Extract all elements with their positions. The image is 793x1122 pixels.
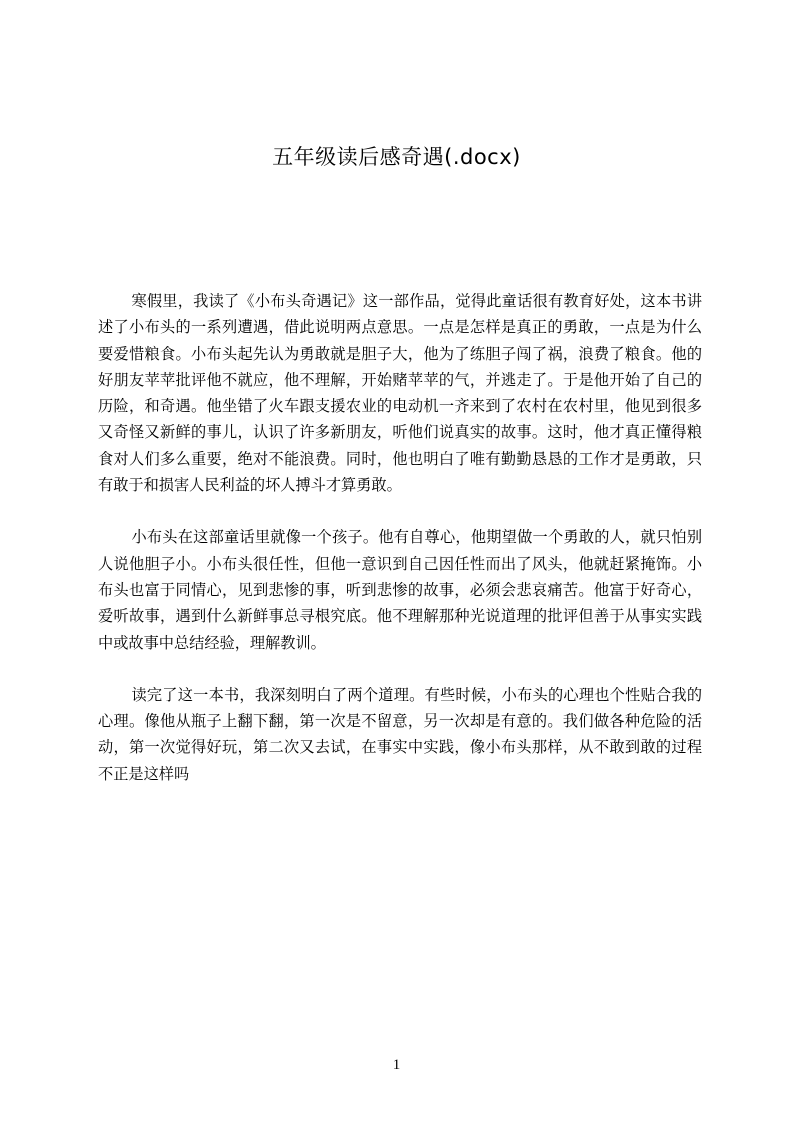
document-body xyxy=(98,288,702,813)
paragraph-1: 寒假里，我读了《小布头奇遇记》这一部作品，觉得此童话很有教育好处，这本书讲述了小布头的一系列遭遇，借此说明两点意思。一点是怎样是真正的勇敢，一点是为什么要爱惜粮食。小布头起先认为勇敢就是胆子大，他为了练胆子闯了祸，浪费了粮食。他的好朋友苹苹批评他不就应，他不理解，开始赌苹苹的气，并逃走了。于是他开始了自己的历险，和奇遇。他坐错了火车跟支援农业的电动机一齐来到了农村在农村里，他见到很多又奇怪又新鲜的事儿，认识了许多新朋友，听他们说真实的故事。这时，他才真正懂得粮食对人们多么重要，绝对不能浪费。同时，他也明白了唯有勤勤恳恳的工作才是勇敢，只有敢于和损害人民利益的坏人搏斗才算勇敢。 xyxy=(98,292,702,495)
document-title: 五年级读后感奇遇(.docx) xyxy=(272,145,521,169)
paragraph-3: 读完了这一本书，我深刻明白了两个道理。有些时候，小布头的心理也个性贴合我的心理。像他从瓶子上翻下翻，第一次是不留意，另一次却是有意的。我们做各种危险的活动，第一次觉得好玩，第二次又去试，在事实中实践，像小布头那样，从不敢到敢的过程不正是这样吗 xyxy=(98,685,702,783)
paragraph-2: 小布头在这部童话里就像一个孩子。他有自尊心，他期望做一个勇敢的人，就只怕别人说他胆子小。小布头很任性，但他一意识到自己因任性而出了风头，他就赶紧掩饰。小布头也富于同情心，见到悲惨的事，听到悲惨的故事，必须会悲哀痛苦。他富于好奇心，爱听故事，遇到什么新鲜事总寻根究底。他不理解那种光说道理的批评但善于从事实实践中或故事中总结经验，理解教训。 xyxy=(98,528,702,652)
page-number: 1 xyxy=(392,1057,401,1073)
